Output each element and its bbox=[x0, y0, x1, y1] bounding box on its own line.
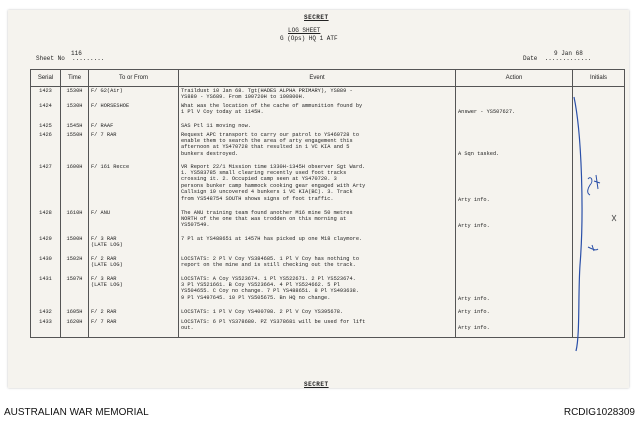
row-to-from: F/ 2 RAR bbox=[89, 308, 179, 318]
row-action bbox=[456, 235, 573, 255]
row-to-from: F/ 3 RAR (LATE LOG) bbox=[89, 275, 179, 308]
table-row bbox=[31, 163, 625, 209]
row-time: 1500H bbox=[61, 235, 89, 255]
row-serial: 1431 bbox=[31, 275, 61, 308]
row-to-from: F/ 7 RAR bbox=[89, 318, 179, 338]
date-label: Date bbox=[523, 55, 538, 62]
header-action: Action bbox=[456, 70, 573, 87]
log-title: LOG SHEET bbox=[288, 27, 321, 34]
sheet-number: Sheet No ......... 116 bbox=[36, 50, 105, 62]
row-action: Arty info. bbox=[456, 318, 573, 338]
row-event: LOCSTATS: 6 Pl YS378680. PZ YS378681 will be used for lift out. bbox=[179, 318, 456, 338]
row-serial: 1425 bbox=[31, 122, 61, 131]
row-action: Arty info. bbox=[456, 275, 573, 308]
row-action bbox=[456, 87, 573, 102]
handwritten-initials-mark bbox=[568, 95, 618, 355]
header-to-from: To or From bbox=[89, 70, 179, 87]
log-table-header bbox=[31, 70, 625, 87]
document-sheet bbox=[8, 10, 629, 388]
footer-institution: AUSTRALIAN WAR MEMORIAL bbox=[4, 407, 149, 418]
row-to-from: F/ 3 RAR (LATE LOG) bbox=[89, 235, 179, 255]
table-row bbox=[31, 102, 625, 122]
row-time: 1605H bbox=[61, 308, 89, 318]
row-to-from: F/ HORSESHOE bbox=[89, 102, 179, 122]
row-event: The ANU training team found another M16 mine 50 metres NORTH of the one that was trodden on this morning at YS507549. bbox=[179, 209, 456, 235]
classification-bottom: SECRET bbox=[304, 381, 329, 388]
row-serial: 1426 bbox=[31, 131, 61, 163]
row-time: 1530H bbox=[61, 87, 89, 102]
table-row bbox=[31, 131, 625, 163]
table-row bbox=[31, 275, 625, 308]
footer-id: RCDIG1028309 bbox=[563, 407, 635, 418]
row-time: 1610H bbox=[61, 209, 89, 235]
row-time: 1530H bbox=[61, 102, 89, 122]
log-table bbox=[30, 69, 625, 338]
row-event: Request APC transport to carry our patrol to YS460728 to enable them to search the area of arty engagement this afternoon at YS470728 that resulted in 1 VC KIA and 5 bunkers destroyed. bbox=[179, 131, 456, 163]
table-row bbox=[31, 87, 625, 102]
row-event: 7 Pl at YS488651 at 1457H has picked up one M18 claymore. bbox=[179, 235, 456, 255]
classification-top: SECRET bbox=[304, 14, 329, 21]
row-serial: 1433 bbox=[31, 318, 61, 338]
row-serial: 1428 bbox=[31, 209, 61, 235]
row-event: VR Report 22/1 Mission time 1330H-1345H observer Sgt Ward. 1. YS583785 small clearing recently used foot tracks crossing it. 2. Occupied camp seen at YS470720. 3 persons bunker camp hammock cooking gear engaged with Arty Callsign 10 uncovered 4 bunkers 1 VC KIA(BC). 3. Track from YS548754 SOUTH shows signs of foot traffic. bbox=[179, 163, 456, 209]
row-event: SAS Ptl 11 moving now. bbox=[179, 122, 456, 131]
table-row bbox=[31, 255, 625, 275]
row-to-from: F/ 2 RAR (LATE LOG) bbox=[89, 255, 179, 275]
sheet-number-label: Sheet No bbox=[36, 55, 65, 62]
row-action bbox=[456, 255, 573, 275]
row-action bbox=[456, 122, 573, 131]
row-time: 1550H bbox=[61, 131, 89, 163]
log-subtitle: G (Ops) HQ 1 ATF bbox=[280, 35, 338, 42]
header-time: Time bbox=[61, 70, 89, 87]
sheet-date: Date ............. 9 Jan 68 bbox=[523, 50, 592, 62]
header-event: Event bbox=[179, 70, 456, 87]
row-action: Arty info. bbox=[456, 163, 573, 209]
row-time: 1545H bbox=[61, 122, 89, 131]
table-row bbox=[31, 318, 625, 338]
row-serial: 1429 bbox=[31, 235, 61, 255]
row-event: LOCSTATS: 1 Pl V Coy YS400708. 2 Pl V Coy YS395678. bbox=[179, 308, 456, 318]
row-action: Arty info. bbox=[456, 308, 573, 318]
row-time: 1620H bbox=[61, 318, 89, 338]
date-value: 9 Jan 68 bbox=[554, 50, 583, 57]
row-time: 1502H bbox=[61, 255, 89, 275]
row-action: Answer - YS507627. bbox=[456, 102, 573, 122]
row-to-from: F/ G2(Air) bbox=[89, 87, 179, 102]
row-serial: 1423 bbox=[31, 87, 61, 102]
row-time: 1507H bbox=[61, 275, 89, 308]
row-event: Traildust 10 Jan 68. Tgt(HADES ALPHA PRIMARY), YS889 - YS880 - YS689. From 100720H to 100800H. bbox=[179, 87, 456, 102]
row-serial: 1424 bbox=[31, 102, 61, 122]
row-event: LOCSTATS: 2 Pl V Coy YS384685. 1 Pl V Coy has nothing to report on the mine and is still checking out the track. bbox=[179, 255, 456, 275]
table-row bbox=[31, 209, 625, 235]
row-to-from: F/ 7 RAR bbox=[89, 131, 179, 163]
row-event: LOCSTATS: A Coy YS523674. 1 Pl YS522671. 2 Pl YS523674. 3 Pl YS521661. B Coy YS523664. 4 Pl YS524662. 5 Pl YS504655. C Coy no change. 7 Pl YS488651. 8 Pl YS493638. 9 Pl YS497645. 10 Pl YS505675. Bn HQ no change. bbox=[179, 275, 456, 308]
row-action: Arty info. bbox=[456, 209, 573, 235]
header-initials: Initials bbox=[573, 70, 625, 87]
table-row bbox=[31, 122, 625, 131]
row-time: 1600H bbox=[61, 163, 89, 209]
row-event: What was the location of the cache of ammunition found by 1 Pl V Coy today at 1145H. bbox=[179, 102, 456, 122]
header-serial: Serial bbox=[31, 70, 61, 87]
row-to-from: F/ ANU bbox=[89, 209, 179, 235]
row-serial: 1430 bbox=[31, 255, 61, 275]
sheet-number-value: 116 bbox=[71, 50, 82, 57]
row-action: A Sqn tasked. bbox=[456, 131, 573, 163]
row-serial: 1432 bbox=[31, 308, 61, 318]
table-row bbox=[31, 235, 625, 255]
table-row bbox=[31, 308, 625, 318]
row-to-from: F/ RAAF bbox=[89, 122, 179, 131]
row-to-from: F/ 161 Recce bbox=[89, 163, 179, 209]
row-serial: 1427 bbox=[31, 163, 61, 209]
